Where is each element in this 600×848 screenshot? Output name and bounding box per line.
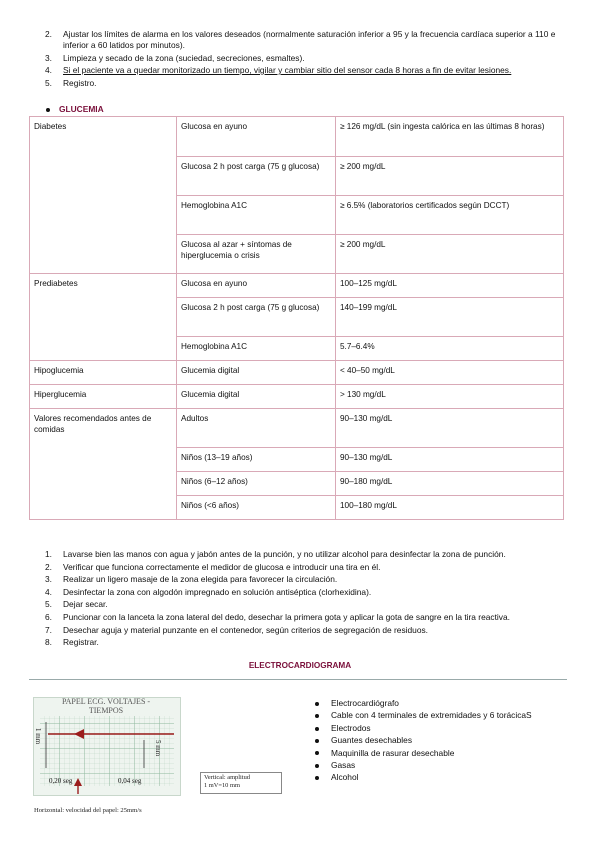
list-item — [315, 709, 532, 721]
list-text: Limpieza y secado de la zona (suciedad, secreciones, esmaltes). — [63, 53, 305, 63]
table-cell-value: 100–180 mg/dL — [336, 496, 564, 520]
list-number: 1. — [45, 549, 52, 559]
list-item — [315, 771, 532, 783]
table-cell-value: ≥ 6.5% (laboratorios certificados según DCCT) — [336, 196, 564, 235]
divider — [29, 679, 567, 680]
section-title: GLUCEMIA — [59, 104, 104, 114]
list-text: Registrar. — [63, 637, 99, 648]
bullet-icon — [46, 108, 50, 112]
table-cell-category: Valores recomendados antes de comidas — [30, 409, 177, 520]
list-number: 4. — [45, 65, 52, 75]
table-row — [30, 274, 564, 298]
list-number: 3. — [45, 53, 52, 63]
table-cell-value: 140–199 mg/dL — [336, 298, 564, 337]
table-cell-test: Glucemia digital — [177, 361, 336, 385]
list-text: Registro. — [63, 78, 97, 88]
list-text: Desechar aguja y material punzante en el contenedor, según criterios de segregación de residuos. — [63, 624, 429, 635]
list-text: Maquinilla de rasurar desechable — [331, 747, 455, 758]
table-cell-value: 90–130 mg/dL — [336, 448, 564, 472]
table-row — [30, 385, 564, 409]
table-cell-test: Glucosa al azar + síntomas de hiperglucemia o crisis — [177, 235, 336, 274]
bullet-icon — [315, 702, 319, 706]
table-cell-category: Diabetes — [30, 117, 177, 274]
table-cell-test: Niños (<6 años) — [177, 496, 336, 520]
ecg-caption: Horizontal: velocidad del papel: 25mm/s — [34, 807, 142, 814]
list-text: Alcohol — [331, 772, 359, 783]
bullet-icon — [315, 727, 319, 731]
label-1mm: 1 mm — [34, 728, 42, 745]
list-item — [315, 722, 532, 734]
list-text: Ajustar los límites de alarma en los valores deseados (normalmente saturación inferior a 95 y la frecuencia cardíaca superior a 110 e inferior a 60 latidos por minutos). — [63, 29, 556, 50]
table-cell-test: Niños (6–12 años) — [177, 472, 336, 496]
table-cell-value: ≥ 126 mg/dL (sin ingesta calórica en las últimas 8 horas) — [336, 117, 564, 157]
table-cell-category: Prediabetes — [30, 274, 177, 361]
list-text: Puncionar con la lanceta la zona lateral del dedo, desechar la primera gota y aplicar la gota de sangre en la tira reactiva. — [63, 611, 510, 622]
list-number: 2. — [45, 561, 52, 572]
legend-line: 1 mV=10 mm — [204, 782, 240, 789]
list-text: Guantes desechables — [331, 735, 413, 746]
list-number: 2. — [45, 29, 52, 39]
list-item — [315, 734, 532, 746]
label-5mm: 5 mm — [154, 740, 162, 757]
materials-list — [315, 697, 532, 784]
table-cell-test: Glucosa en ayuno — [177, 117, 336, 157]
table-cell-category: Hiperglucemia — [30, 385, 177, 409]
list-number: 3. — [45, 574, 52, 585]
ecg-title-line: TIEMPOS — [88, 706, 124, 715]
list-text: Electrodos — [331, 722, 371, 733]
list-text: Verificar que funciona correctamente el medidor de glucosa e introducir una tira en él. — [63, 561, 381, 572]
list-text: Desinfectar la zona con algodón impregnado en solución antiséptica (clorhexidina). — [63, 586, 372, 597]
table-row — [30, 117, 564, 157]
table-cell-test: Glucemia digital — [177, 385, 336, 409]
table-row — [30, 361, 564, 385]
table-cell-test: Glucosa en ayuno — [177, 274, 336, 298]
list-item — [315, 759, 532, 771]
table-cell-value: 5.7–6.4% — [336, 337, 564, 361]
section-heading-ecg: ELECTROCARDIOGRAMA — [248, 661, 352, 670]
list-number: 7. — [45, 624, 52, 635]
ecg-title-line: PAPEL ECG. VOLTAJES - — [61, 697, 151, 706]
list-number: 4. — [45, 586, 52, 597]
table-row — [30, 409, 564, 448]
list-number: 6. — [45, 611, 52, 622]
table-cell-value: < 40–50 mg/dL — [336, 361, 564, 385]
bullet-icon — [315, 714, 319, 718]
bullet-icon — [315, 776, 319, 780]
list-text: Dejar secar. — [63, 599, 108, 610]
legend-line: Vertical: amplitud — [204, 774, 250, 781]
table-cell-value: 100–125 mg/dL — [336, 274, 564, 298]
label-004-seg: 0,04 seg — [118, 777, 142, 785]
bullet-icon — [315, 751, 319, 755]
list-number: 8. — [45, 637, 52, 648]
list-number: 5. — [45, 599, 52, 610]
label-020-seg: 0,20 seg — [49, 777, 73, 785]
bullet-icon — [315, 739, 319, 743]
list-text: Gasas — [331, 759, 356, 770]
list-text: Si el paciente va a quedar monitorizado un tiempo, vigilar y cambiar sitio del sensor cada 8 horas a fin de evitar lesiones. — [63, 65, 512, 75]
table-cell-test: Glucosa 2 h post carga (75 g glucosa) — [177, 298, 336, 337]
ecg-legend-box — [200, 772, 282, 794]
list-number: 5. — [45, 78, 52, 88]
table-cell-value: ≥ 200 mg/dL — [336, 235, 564, 274]
list-item — [315, 747, 532, 759]
table-cell-test: Hemoglobina A1C — [177, 196, 336, 235]
bullet-icon — [315, 764, 319, 768]
table-cell-value: 90–180 mg/dL — [336, 472, 564, 496]
list-text: Lavarse bien las manos con agua y jabón antes de la punción, y no utilizar alcohol para desinfectar la zona de punción. — [63, 549, 506, 559]
glucemia-table — [29, 116, 564, 520]
table-cell-test: Glucosa 2 h post carga (75 g glucosa) — [177, 157, 336, 196]
section-heading-glucemia — [46, 104, 104, 114]
table-cell-test: Adultos — [177, 409, 336, 448]
table-cell-value: 90–130 mg/dL — [336, 409, 564, 448]
list-item — [315, 697, 532, 709]
list-text: Electrocardiógrafo — [331, 698, 399, 708]
list-text: Cable con 4 terminales de extremidades y 6 torácicaS — [331, 710, 532, 721]
table-cell-category: Hipoglucemia — [30, 361, 177, 385]
table-cell-test: Niños (13–19 años) — [177, 448, 336, 472]
table-cell-value: ≥ 200 mg/dL — [336, 157, 564, 196]
table-cell-test: Hemoglobina A1C — [177, 337, 336, 361]
table-cell-value: > 130 mg/dL — [336, 385, 564, 409]
ecg-figure-title — [33, 697, 179, 715]
list-text: Realizar un ligero masaje de la zona elegida para favorecer la circulación. — [63, 574, 338, 585]
